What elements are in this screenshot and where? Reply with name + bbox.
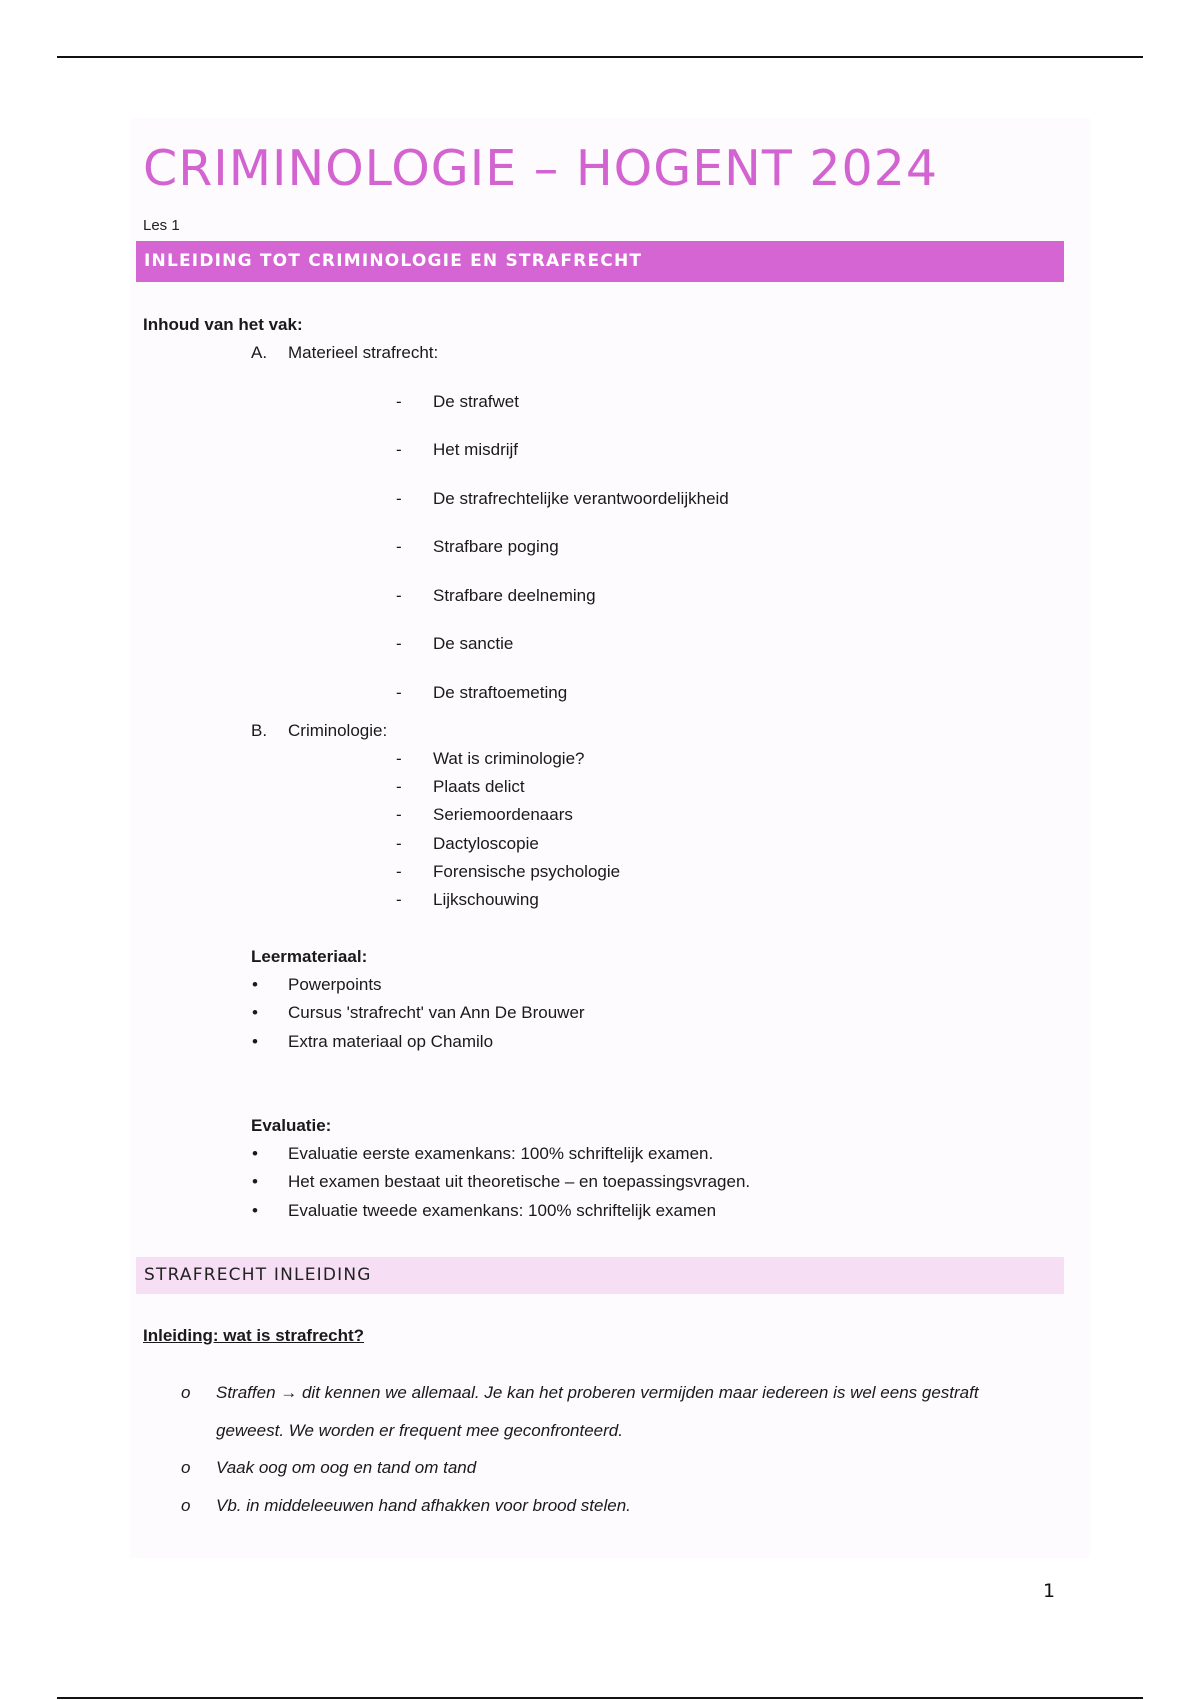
bullet-marker: • bbox=[252, 1201, 258, 1220]
list-item-continuation: geweest. We worden er frequent mee geconfronteerd. bbox=[216, 1421, 623, 1440]
list-item: Vaak oog om oog en tand om tand bbox=[216, 1458, 477, 1477]
list-item: Forensische psychologie bbox=[433, 862, 621, 881]
list-item: De straftoemeting bbox=[433, 683, 568, 702]
bullet-marker: • bbox=[252, 1144, 258, 1163]
dash-marker: - bbox=[396, 537, 402, 556]
document-title: CRIMINOLOGIE – HOGENT 2024 bbox=[143, 140, 939, 197]
bullet-marker: • bbox=[252, 1003, 258, 1022]
inleiding-heading: Inleiding: wat is strafrecht? bbox=[143, 1326, 365, 1345]
leermateriaal-heading: Leermateriaal: bbox=[251, 947, 368, 966]
circle-marker: o bbox=[181, 1496, 191, 1515]
section-banner-strafrecht: STRAFRECHT INLEIDING bbox=[136, 1257, 1064, 1294]
inhoud-heading: Inhoud van het vak: bbox=[143, 315, 303, 334]
list-item: Extra materiaal op Chamilo bbox=[288, 1032, 494, 1051]
dash-marker: - bbox=[396, 586, 402, 605]
list-item: Het misdrijf bbox=[433, 440, 519, 459]
list-item: Het examen bestaat uit theoretische – en toepassingsvragen. bbox=[288, 1172, 751, 1191]
list-item: Strafbare deelneming bbox=[433, 586, 596, 605]
list-item: Powerpoints bbox=[288, 975, 382, 994]
list-item: Evaluatie eerste examenkans: 100% schriftelijk examen. bbox=[288, 1144, 714, 1163]
list-item: Straffen → dit kennen we allemaal. Je kan het proberen vermijden maar iedereen is wel eens gestraft bbox=[216, 1383, 979, 1402]
section-a-label: Materieel strafrecht: bbox=[288, 343, 439, 362]
dash-marker: - bbox=[396, 834, 402, 853]
lesson-label: Les 1 bbox=[143, 217, 180, 234]
list-item: De strafwet bbox=[433, 392, 519, 411]
dash-marker: - bbox=[396, 890, 402, 909]
bullet-marker: • bbox=[252, 1032, 258, 1051]
dash-marker: - bbox=[396, 862, 402, 881]
list-item: Seriemoordenaars bbox=[433, 805, 573, 824]
bullet-marker: • bbox=[252, 975, 258, 994]
list-item: Cursus 'strafrecht' van Ann De Brouwer bbox=[288, 1003, 585, 1022]
section-a-marker: A. bbox=[251, 343, 268, 362]
list-item: De sanctie bbox=[433, 634, 514, 653]
list-item: Dactyloscopie bbox=[433, 834, 539, 853]
list-item: Strafbare poging bbox=[433, 537, 559, 556]
list-item: Lijkschouwing bbox=[433, 890, 539, 909]
dash-marker: - bbox=[396, 489, 402, 508]
list-item: Evaluatie tweede examenkans: 100% schriftelijk examen bbox=[288, 1201, 717, 1220]
list-item: De strafrechtelijke verantwoordelijkheid bbox=[433, 489, 729, 508]
bullet-marker: • bbox=[252, 1172, 258, 1191]
section-banner-inleiding: INLEIDING TOT CRIMINOLOGIE EN STRAFRECHT bbox=[136, 241, 1064, 282]
page-number: 1 bbox=[1043, 1580, 1056, 1602]
dash-marker: - bbox=[396, 392, 402, 411]
dash-marker: - bbox=[396, 683, 402, 702]
list-item: Wat is criminologie? bbox=[433, 749, 585, 768]
dash-marker: - bbox=[396, 440, 402, 459]
list-item: Vb. in middeleeuwen hand afhakken voor brood stelen. bbox=[216, 1496, 631, 1515]
dash-marker: - bbox=[396, 749, 402, 768]
dash-marker: - bbox=[396, 805, 402, 824]
circle-marker: o bbox=[181, 1383, 191, 1402]
circle-marker: o bbox=[181, 1458, 191, 1477]
evaluatie-heading: Evaluatie: bbox=[251, 1116, 332, 1135]
dash-marker: - bbox=[396, 777, 402, 796]
top-rule bbox=[57, 56, 1143, 58]
list-item: Plaats delict bbox=[433, 777, 525, 796]
bottom-rule bbox=[57, 1697, 1143, 1699]
section-b-label: Criminologie: bbox=[288, 721, 388, 740]
dash-marker: - bbox=[396, 634, 402, 653]
section-b-marker: B. bbox=[251, 721, 268, 740]
